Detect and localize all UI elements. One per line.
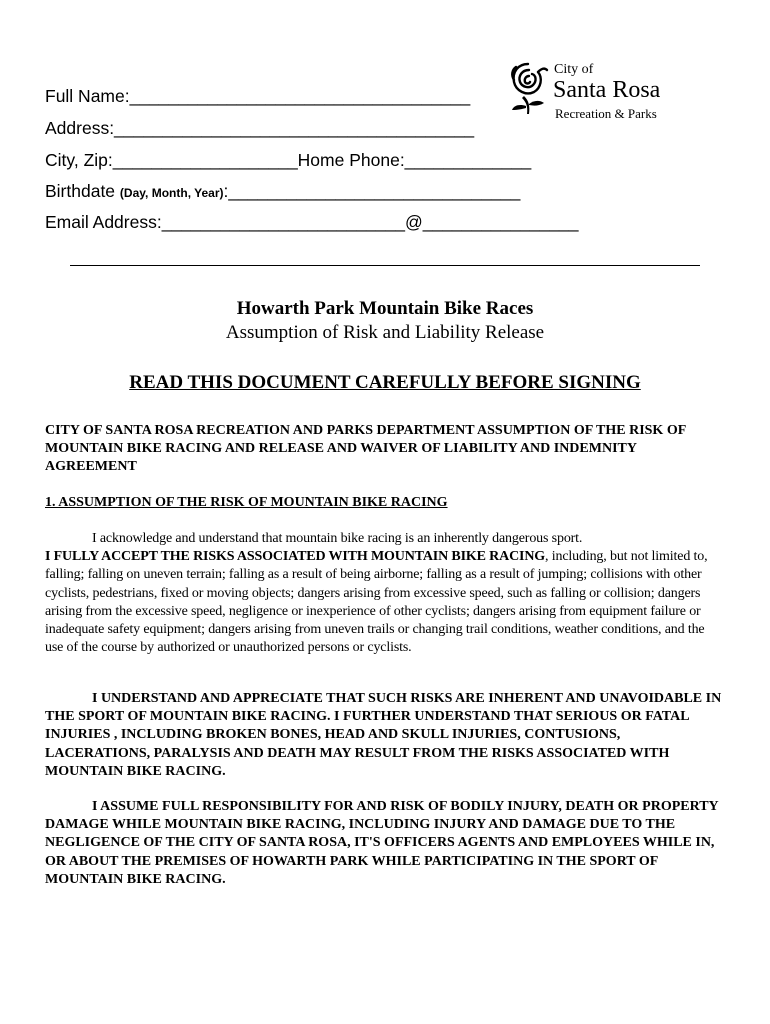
document-subtitle: Assumption of Risk and Liability Release bbox=[225, 322, 545, 343]
city-zip-field[interactable]: ___________________ bbox=[112, 150, 298, 170]
city-logo bbox=[508, 58, 678, 124]
paragraph-1 bbox=[45, 530, 725, 657]
email-field[interactable]: Email Address:_________________________@________________ bbox=[45, 212, 579, 232]
city-zip-label: City, Zip: bbox=[45, 150, 113, 170]
city-zip-home-phone-row bbox=[45, 150, 531, 170]
event-title: Howarth Park Mountain Bike Races bbox=[236, 298, 534, 319]
warning-heading: READ THIS DOCUMENT CAREFULLY BEFORE SIGNING bbox=[129, 372, 641, 393]
birthdate-label: Birthdate bbox=[45, 181, 116, 201]
paragraph-3: I ASSUME FULL RESPONSIBILITY FOR AND RISK OF BODILY INJURY, DEATH OR PROPERTY DAMAGE WHILE MOUNTAIN BIKE RACING, INCLUDING INJURY AND DAMAGE DUE TO THE NEGLIGENCE OF THE CITY OF SANTA ROSA, IT'S OFFICERS AGENTS AND EMPLOYEES WHILE IN, OR ABOUT THE PREMISES OF HOWARTH PARK WHILE PARTICIPATING IN THE SPORT OF MOUNTAIN BIKE RACING. bbox=[45, 799, 719, 887]
birthdate-row bbox=[45, 181, 520, 203]
logo-santa-rosa: Santa Rosa bbox=[553, 77, 661, 103]
agreement-heading: CITY OF SANTA ROSA RECREATION AND PARKS DEPARTMENT ASSUMPTION OF THE RISK OF MOUNTAIN BIKE RACING AND RELEASE AND WAIVER OF LIABILITY AND INDEMNITY AGREEMENT bbox=[45, 423, 686, 475]
paragraph-2: I UNDERSTAND AND APPRECIATE THAT SUCH RISKS ARE INHERENT AND UNAVOIDABLE IN THE SPORT OF MOUNTAIN BIKE RACING. I FURTHER UNDERSTAND THAT SERIOUS OR FATAL INJURIES , INCLUDING BROKEN BONES, HEAD AND SKULL INJURIES, CONTUSIONS, LACERATIONS, PARALYSIS AND DEATH MAY RESULT FROM THE RISKS ASSOCIATED WITH MOUNTAIN BIKE RACING. bbox=[45, 691, 722, 779]
separator-rule bbox=[70, 265, 700, 266]
address-field[interactable]: Address:_____________________________________ bbox=[45, 118, 475, 138]
birthdate-field[interactable]: :______________________________ bbox=[223, 181, 521, 201]
birthdate-format-hint: (Day, Month, Year) bbox=[119, 186, 224, 200]
rose-logo-icon bbox=[508, 58, 550, 122]
full-name-field[interactable]: Full Name:___________________________________ bbox=[45, 86, 471, 106]
home-phone-field[interactable]: Home Phone:_____________ bbox=[297, 150, 532, 170]
paragraph-1-intro: I acknowledge and understand that mountain bike racing is an inherently dangerous sport. bbox=[92, 531, 583, 546]
section-1-heading bbox=[45, 494, 725, 512]
paragraph-1-rest: , including, but not limited to, falling; falling on uneven terrain; falling as a result of being airborne; falling as a result of jumping; collisions with other cyclists, pedestrians, fixed or moving objects; dangers arising from excessive speed, such as falling or collision; dangers arising from the excessive speed, negligence or inexperience of other cyclists; dangers arising from equipment failure or inadequate safety equipment; dangers arising from uneven trails or changing trail conditions, weather conditions, and the use of the course by authorized or unauthorized persons or cyclists. bbox=[45, 549, 708, 656]
section-1-heading-text: 1. ASSUMPTION OF THE RISK OF MOUNTAIN BIKE RACING bbox=[45, 495, 448, 510]
logo-city-of: City of bbox=[554, 62, 594, 77]
logo-recreation-parks: Recreation & Parks bbox=[555, 106, 657, 121]
paragraph-1-bold: I FULLY ACCEPT THE RISKS ASSOCIATED WITH MOUNTAIN BIKE RACING bbox=[45, 549, 546, 565]
